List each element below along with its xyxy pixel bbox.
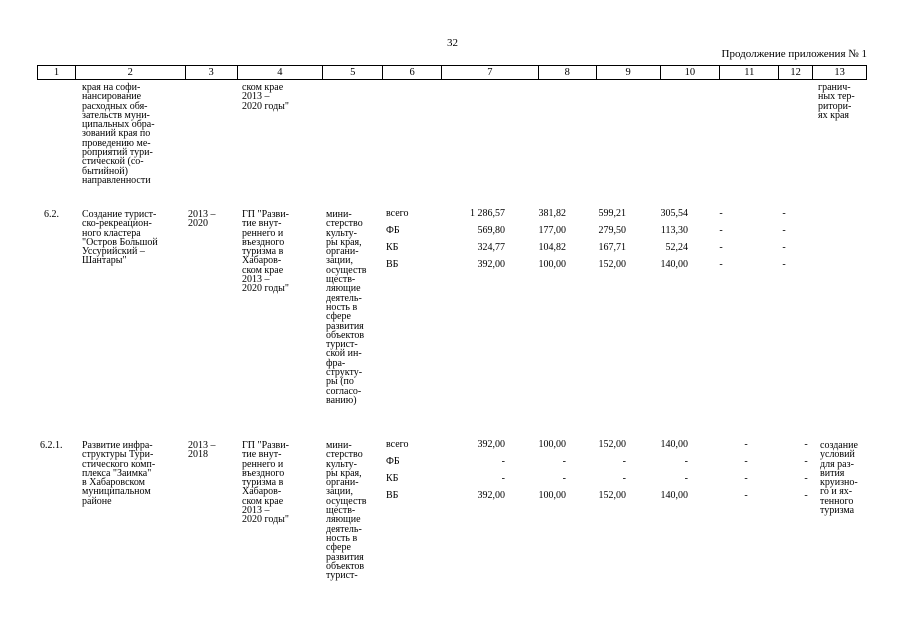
carry-result-cell: гранич- ных тер- ритори- ях края [818,82,855,121]
column-header: 12 [779,66,813,79]
total-amount: 392,00 - - 392,00 [477,439,505,501]
column-header: 10 [661,66,721,79]
column-header: 13 [834,67,845,78]
amount-col9: 599,21 279,50 167,71 152,00 [598,208,626,270]
measure-name: Создание турист- ско-рекреацион- ного кластера "Остров Большой Уссурийский – Шантары" [82,209,158,267]
carry-name-cell: края на софи- нансирование расходных обя- зательств муни- ципальных обра- зований края по проведению ме- роприятий тури- стической (со- бытийной) направленности [82,82,155,186]
executor: мини- стерство культу- ры края, органи- зации, осуществ ществ- ляющие деятель- ность в сфере развития объектов турист- [326,440,367,582]
column-header: 1 [38,66,76,79]
funding-sources: всего ФБ КБ ВБ [386,439,409,501]
expected-result: создание условий для раз- вития круизно- го и ях- тенного туризма [820,440,858,517]
executor: мини- стерство культу- ры края, органи- зации, осуществ ществ- ляющие деятель- ность в сфере развития объектов турист- ской ин- фра- структу- ры (по согласо- ванию) [326,209,367,406]
measure-name: Развитие инфра- структуры Тури- стического комп- плекса "Заимка" в Хабаровском муниципальном районе [82,440,156,507]
funding-sources: всего ФБ КБ ВБ [386,208,409,270]
column-header: 5 [323,66,383,79]
column-header: 9 [597,66,661,79]
carry-program-cell: ском крае 2013 – 2020 годы" [242,82,289,112]
column-header: 2 [76,66,186,79]
row-number: 6.2. [44,209,59,220]
amount-col11: - - - - [719,208,723,270]
state-program: ГП "Разви- тие внут- реннего и въездного туризма в Хабаров- ском крае 2013 – 2020 годы" [242,440,289,526]
amount-col12: - - - - [804,439,808,501]
amount-col9: 152,00 - - 152,00 [598,439,626,501]
column-header: 6 [383,66,442,79]
amount-col8: 100,00 - - 100,00 [538,439,566,501]
amount-col11: - - - - [744,439,748,501]
page-number: 32 [447,37,458,49]
column-header: 4 [238,66,324,79]
total-amount: 1 286,57 569,80 324,77 392,00 [470,208,505,270]
column-header: 3 [186,66,238,79]
state-program: ГП "Разви- тие внут- реннего и въездного туризма в Хабаров- ском крае 2013 – 2020 годы" [242,209,289,295]
amount-col10: 140,00 - - 140,00 [660,439,688,501]
amount-col12: - - - - [782,208,786,270]
column-header: 11 [720,66,779,79]
row-number: 6.2.1. [40,440,63,451]
amount-col8: 381,82 177,00 104,82 100,00 [538,208,566,270]
implementation-years: 2013 – 2018 [188,440,216,461]
column-header: 8 [539,66,597,79]
column-header: 7 [442,66,539,79]
amount-col10: 305,54 113,30 52,24 140,00 [660,208,688,270]
implementation-years: 2013 – 2020 [188,209,216,230]
table-header-row [37,65,867,80]
appendix-continuation-label: Продолжение приложения № 1 [721,48,867,60]
